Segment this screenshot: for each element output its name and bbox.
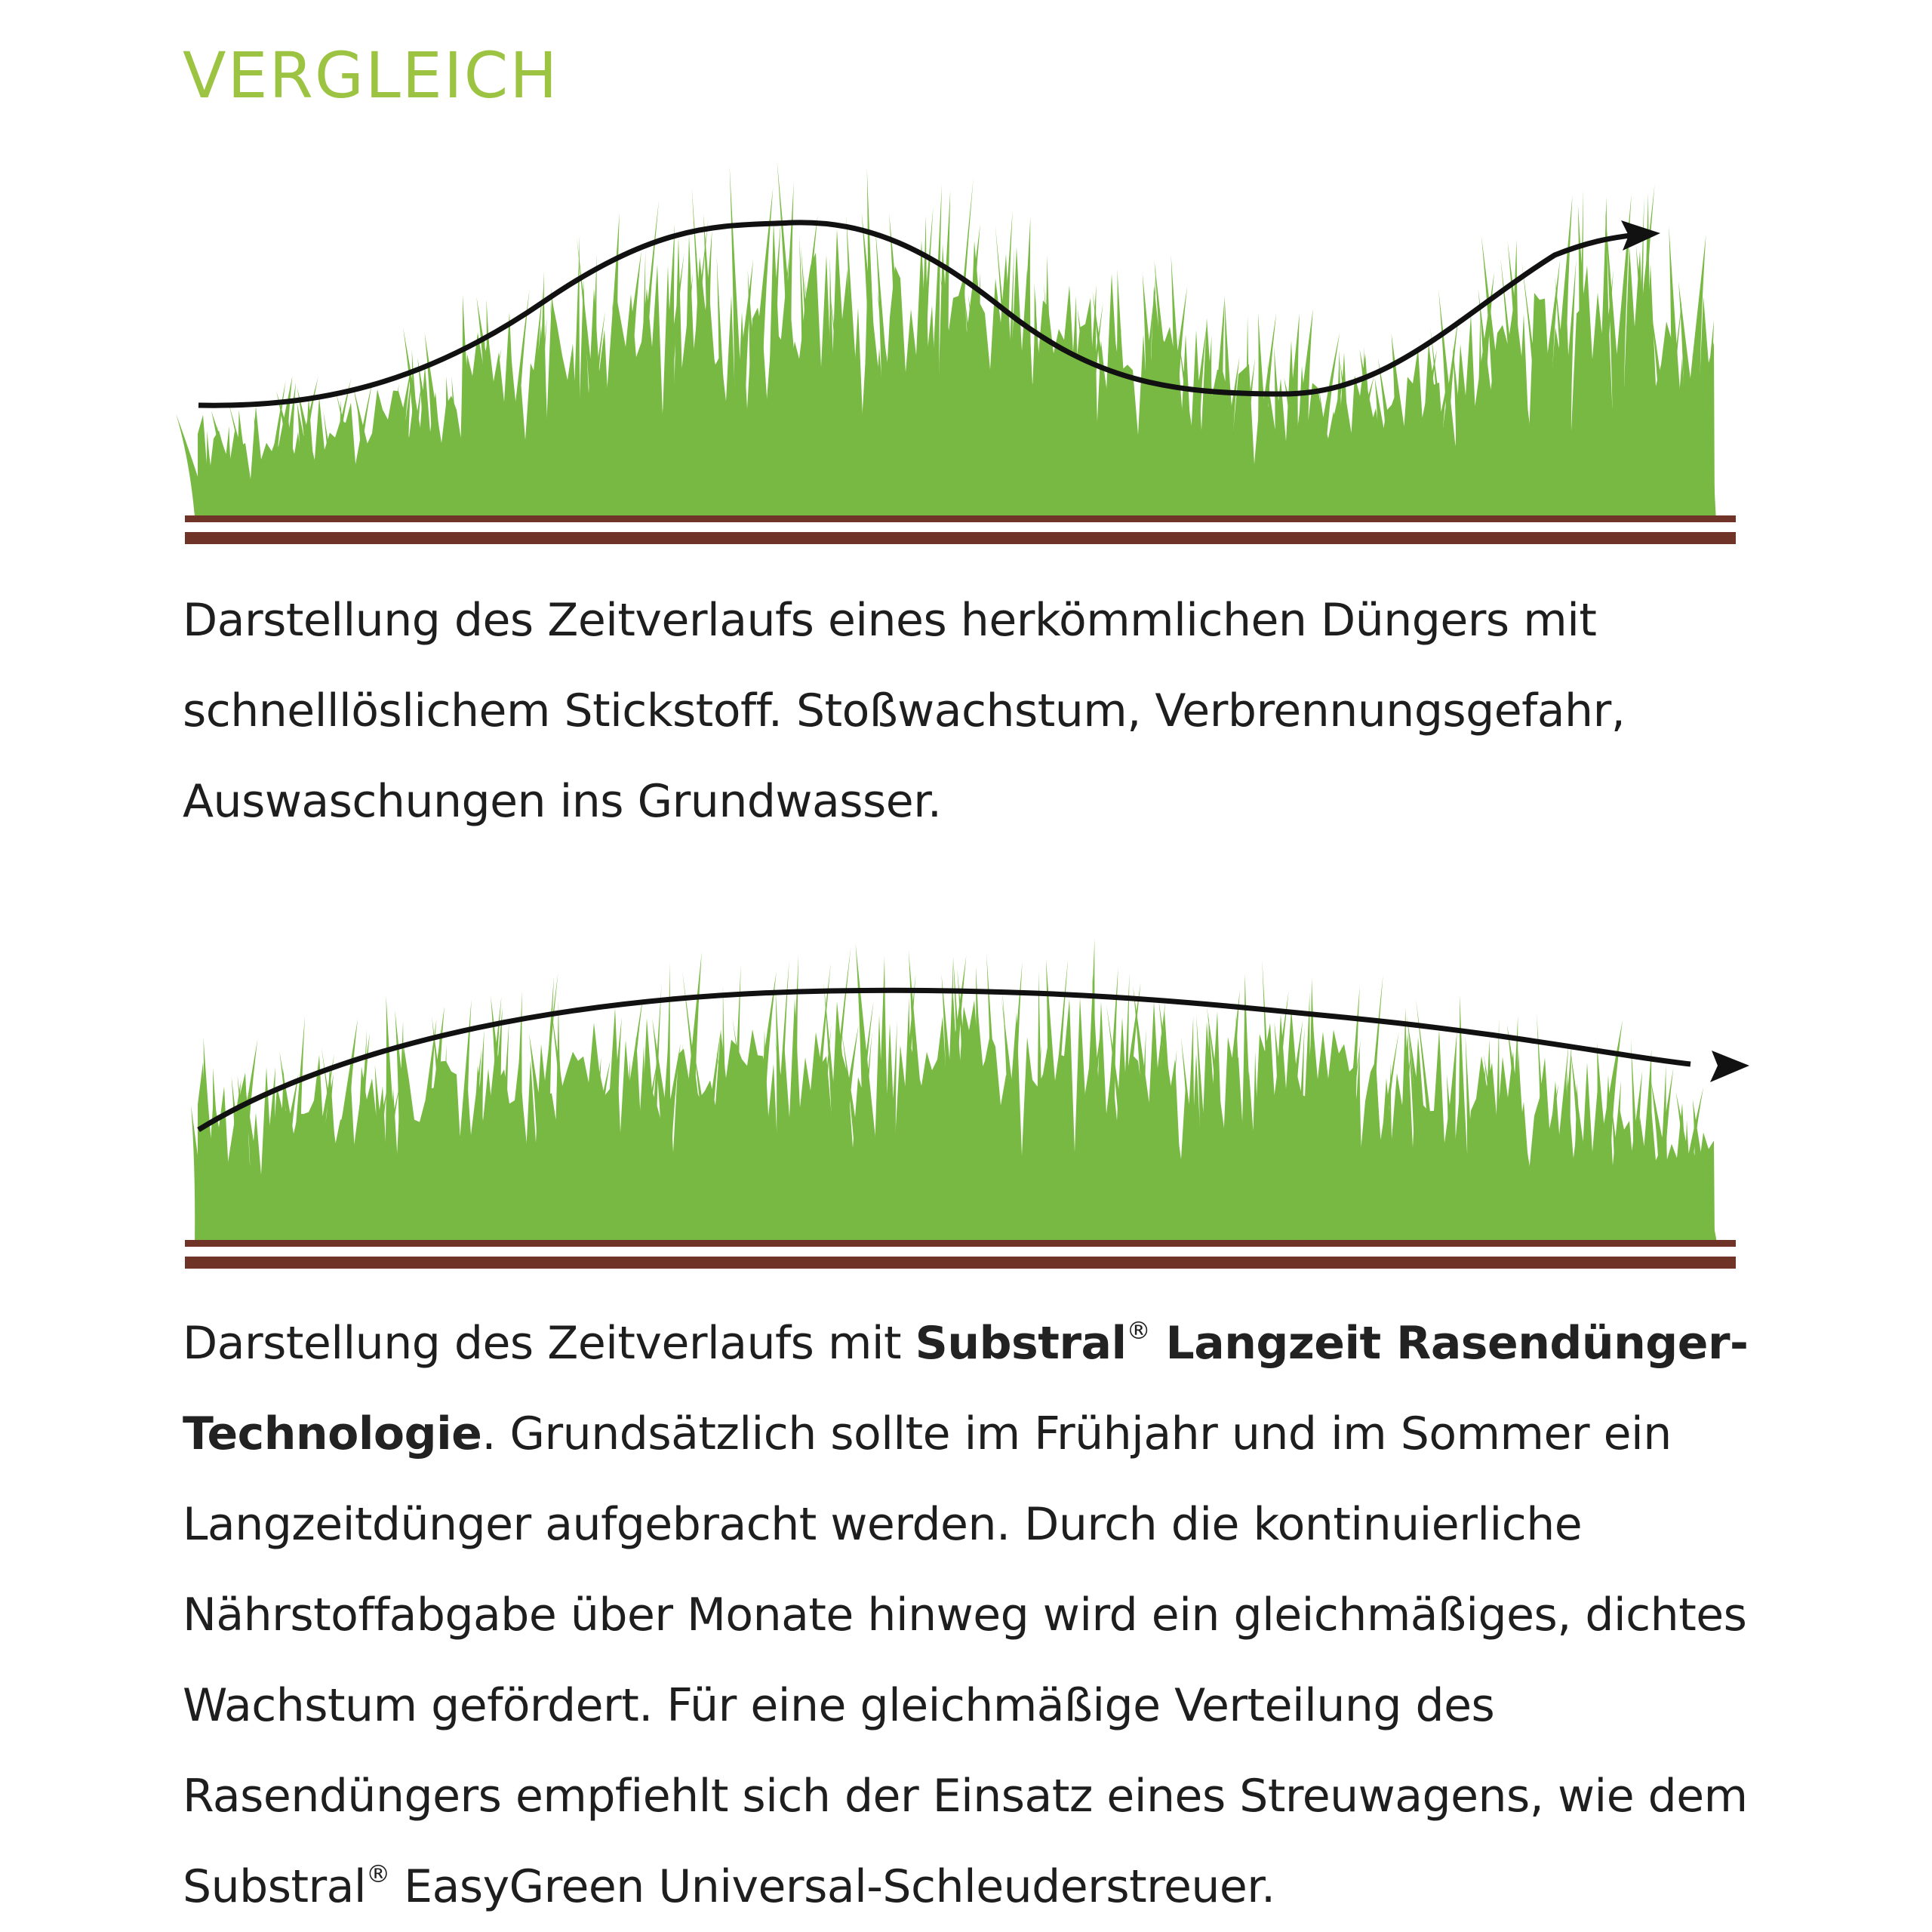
grass-icon <box>176 160 1715 515</box>
arrow-head-icon <box>1710 1051 1749 1082</box>
caption-conventional: Darstellung des Zeitverlaufs eines herkömmlichen Düngers mit schnelllöslichem Stickstoff. Stoßwachstum, Verbrennungsgefahr, Auswaschungen ins Grundwasser. <box>183 594 1626 828</box>
soil-line-bottom <box>185 532 1736 544</box>
grass-icon <box>191 939 1716 1240</box>
registered-mark-2: ® <box>366 1860 390 1888</box>
soil-line-top <box>185 1240 1736 1247</box>
product-name: Langzeit Rasendünger-Technologie <box>183 1317 1749 1460</box>
diagram-conventional-fertilizer <box>0 0 1932 574</box>
brand-name: Substral <box>915 1317 1127 1370</box>
brand-name-2: Substral <box>183 1860 367 1913</box>
grass-blades <box>176 160 1715 515</box>
caption-longterm <box>183 1298 1798 1932</box>
diagram-longterm-fertilizer <box>0 724 1932 1298</box>
grass-blades <box>191 939 1716 1240</box>
caption-body: . Grundsätzlich sollte im Frühjahr und im Sommer ein Langzeitdünger aufgebracht werden. Durch die kontinuierliche Nährstoffabgabe über Monate hinweg wird ein gleichmäßiges, dichtes Wachstum gefördert. Für eine gleichmäßige Verteilung des Rasendüngers empfiehlt sich der Einsatz eines Streuwagens, wie dem <box>183 1407 1748 1823</box>
soil-line-top <box>185 515 1736 522</box>
caption-intro: Darstellung des Zeitverlaufs mit <box>183 1317 915 1370</box>
soil-line-bottom <box>185 1257 1736 1269</box>
caption-end: EasyGreen Universal-Schleuderstreuer. <box>389 1860 1275 1913</box>
page-title: VERGLEICH <box>183 38 559 112</box>
registered-mark: ® <box>1126 1316 1151 1345</box>
